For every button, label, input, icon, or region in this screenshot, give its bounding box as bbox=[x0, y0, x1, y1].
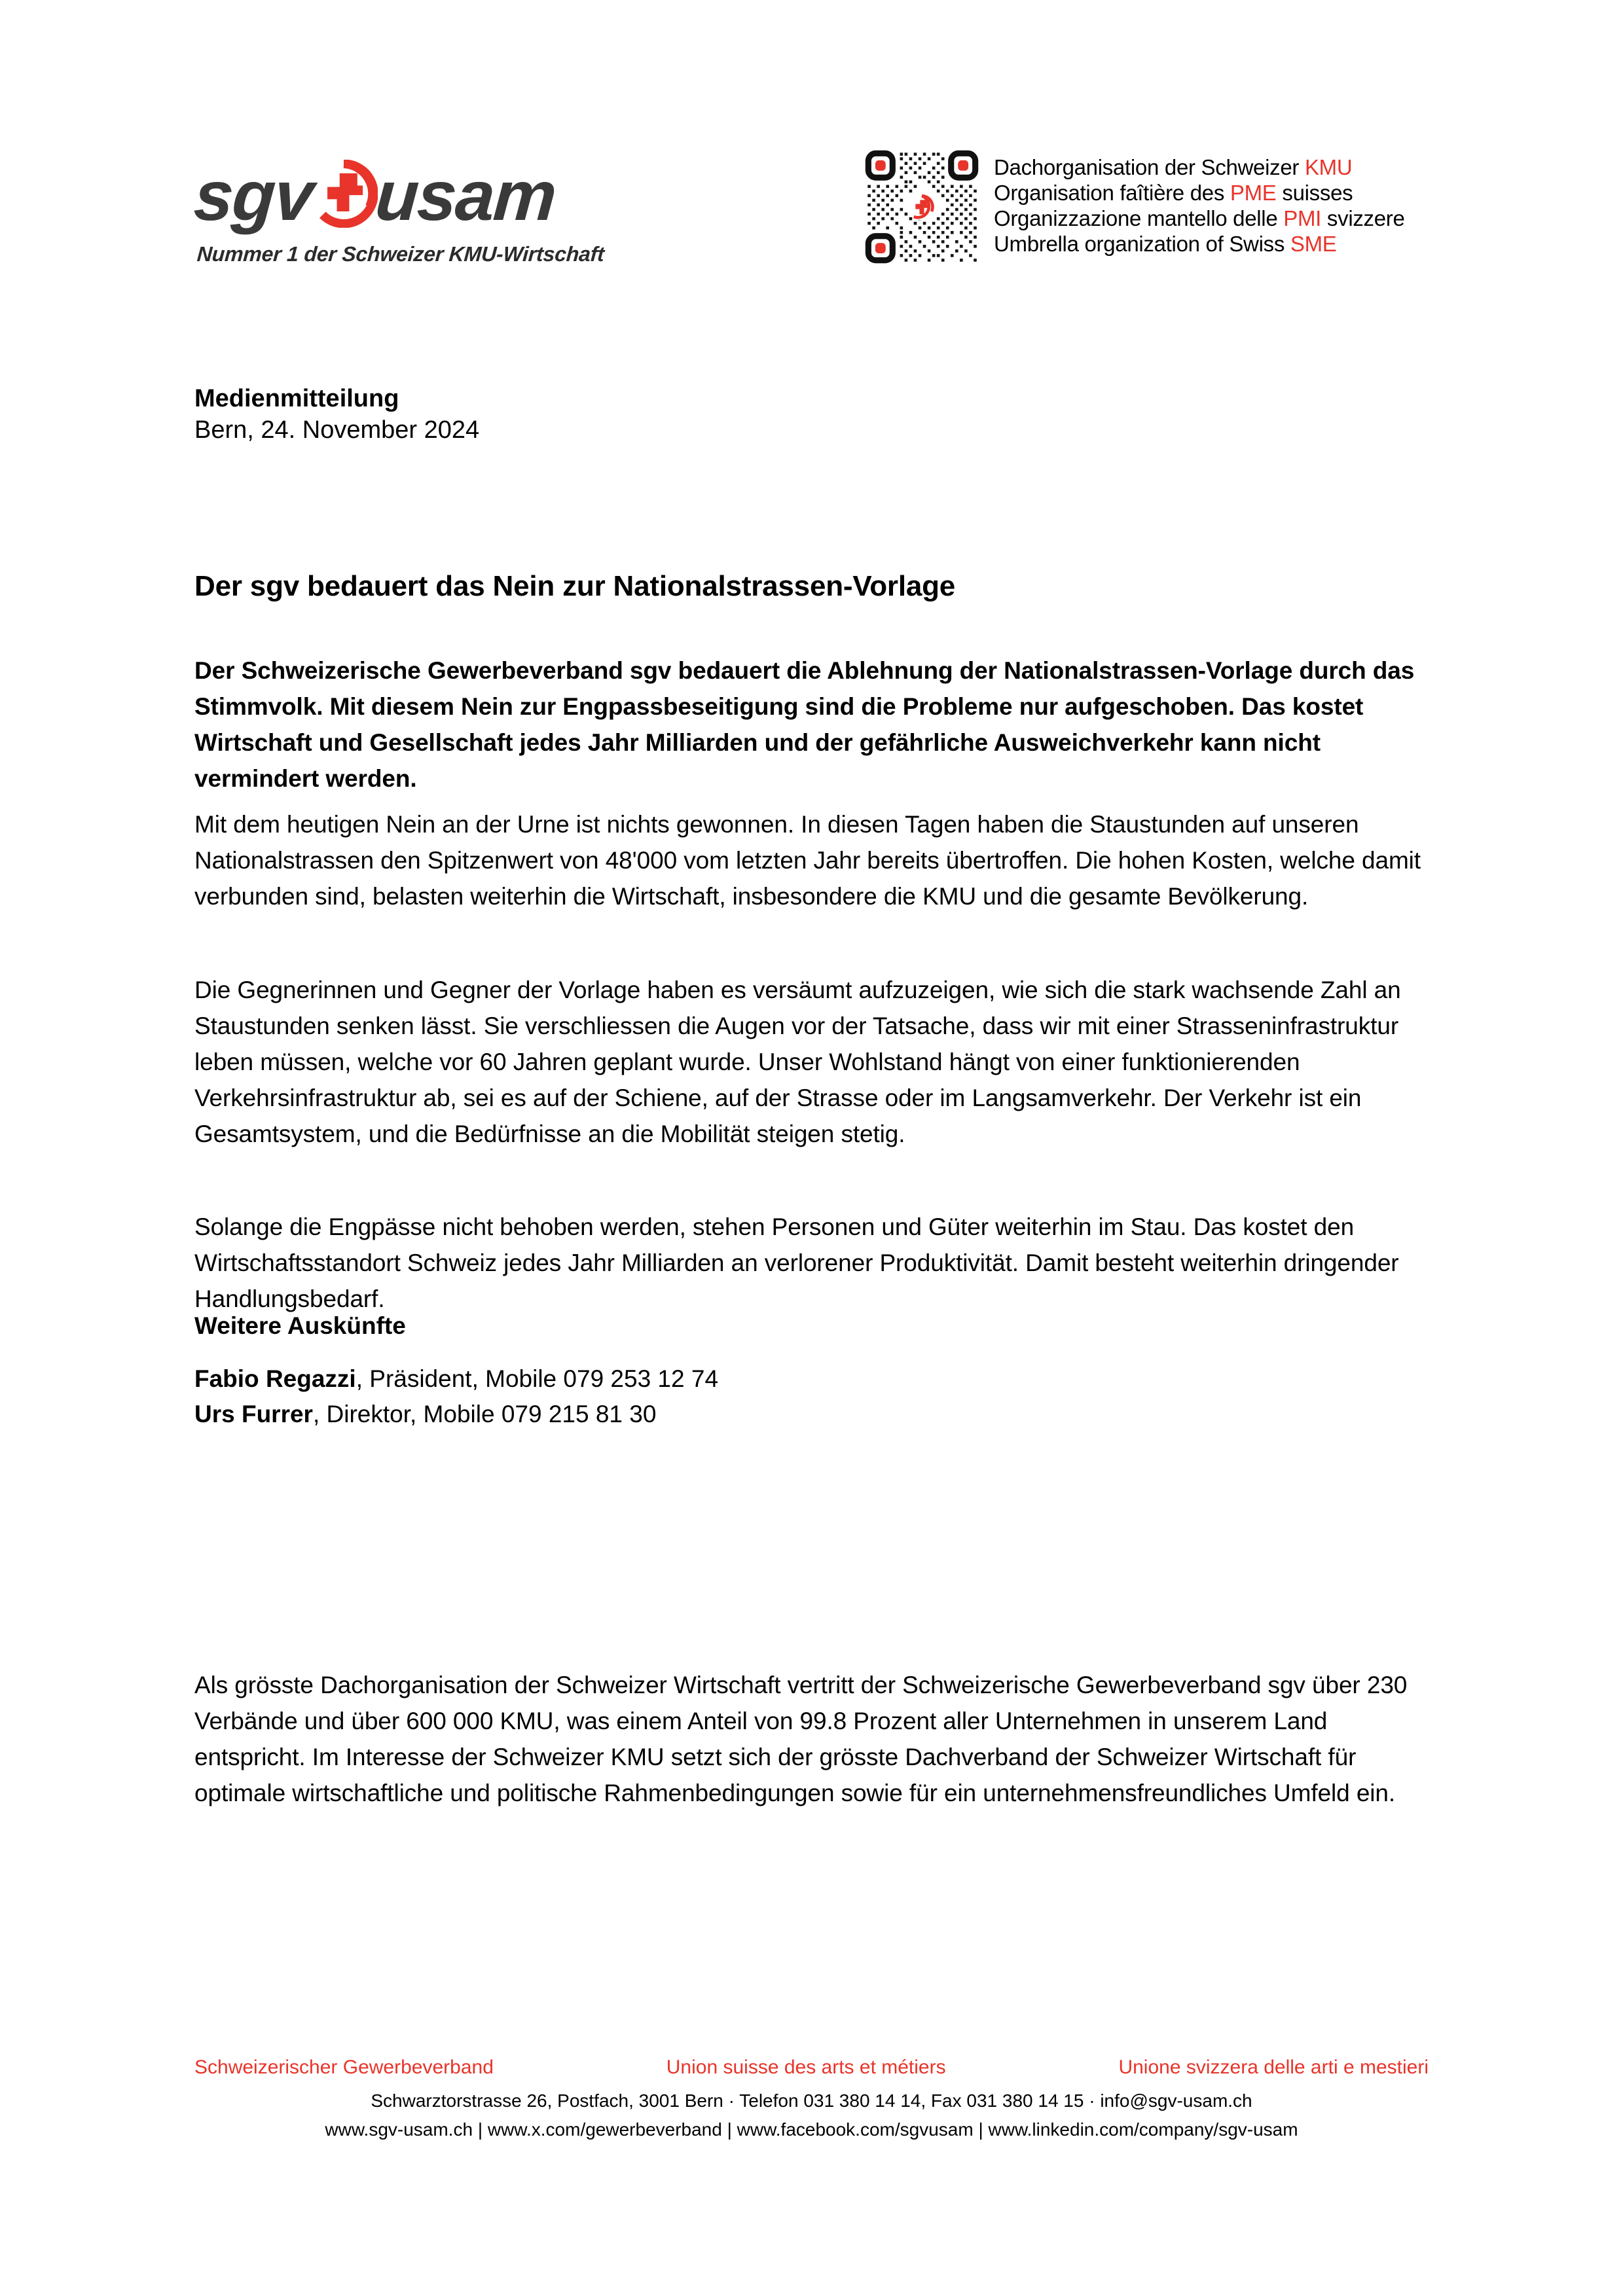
footer-address-line: Schwarztorstrasse 26, Postfach, 3001 Bern · Telefon 031 380 14 14, Fax 031 380 14 15 · info@sgv-usam.ch bbox=[371, 2090, 1252, 2111]
claim-line-fr bbox=[994, 180, 1405, 206]
claim-line-it bbox=[994, 206, 1405, 231]
claim-line-de bbox=[994, 154, 1405, 180]
body-paragraph-3: Solange die Engpässe nicht behoben werden, stehen Personen und Güter weiterhin im Stau. Das kostet den Wirtschaftsstandort Schweiz jedes Jahr Milliarden an verlorener Produktivität. Damit besteht weiterhin dringender Handlungsbedarf. bbox=[194, 1213, 1399, 1312]
claim-en-text-before: Umbrella organization of Swiss bbox=[994, 232, 1290, 256]
claim-de-acronym: KMU bbox=[1304, 155, 1353, 179]
claim-de-text-before: Dachorganisation der Schweizer bbox=[994, 155, 1305, 179]
footer-organization-names bbox=[194, 2055, 1429, 2080]
sgv-usam-logo bbox=[191, 156, 606, 266]
logo-word-sgv: sgv bbox=[191, 156, 316, 235]
logo-word-usam: usam bbox=[373, 156, 558, 235]
logo-wordmark-row bbox=[191, 156, 604, 235]
contact-name-president: Fabio Regazzi bbox=[194, 1365, 356, 1392]
contact-item-president bbox=[194, 1361, 1432, 1397]
organization-boilerplate: Als grösste Dachorganisation der Schweizer Wirtschaft vertritt der Schweizerische Gewerbeverband sgv über 230 Verbände und über 600 000 KMU, was einem Anteil von 99.8 Prozent aller Unternehmen in unserem Land entspricht. Im Interesse der Schweizer KMU setzt sich der grösste Dachverband der Schweizer Wirtschaft für optimale wirtschaftliche und politische Rahmenbedingungen sowie für ein unternehmensfreundliches Umfeld ein. bbox=[194, 1672, 1408, 1806]
contact-list bbox=[194, 1361, 1432, 1432]
body-paragraph-2: Die Gegnerinnen und Gegner der Vorlage haben es versäumt aufzuzeigen, wie sich die stark wachsende Zahl an Staustunden senken lässt. Sie verschliessen die Augen vor der Tatsache, dass wir mit einer Strasseninfrastruktur leben müssen, welche vor 60 Jahren geplant wurde. Unser Wohlstand hängt von einer funktionierenden Verkehrsinfrastruktur ab, sei es auf der Schiene, auf der Strasse oder im Langsamverkehr. Der Verkehr ist ein Gesamtsystem, und die Bedürfnisse an die Mobilität steigen stetig. bbox=[194, 977, 1401, 1147]
claim-en-acronym: SME bbox=[1290, 232, 1337, 256]
footer-org-fr: Union suisse des arts et métiers bbox=[666, 2056, 946, 2078]
qr-code-icon[interactable] bbox=[864, 149, 979, 264]
document-type-label: Medienmitteilung bbox=[194, 385, 399, 412]
place-and-date: Bern, 24. November 2024 bbox=[194, 416, 480, 444]
claim-it-text-before: Organizzazione mantello delle bbox=[994, 206, 1284, 230]
claim-line-en bbox=[994, 231, 1405, 257]
footer-org-it: Unione svizzera delle arti e mestieri bbox=[1118, 2056, 1429, 2078]
lead-paragraph: Der Schweizerische Gewerbeverband sgv bedauert die Ablehnung der Nationalstrassen-Vorlage durch das Stimmvolk. Mit diesem Nein zur Engpassbeseitigung sind die Probleme nur aufgeschoben. Das kostet Wirtschaft und Gesellschaft jedes Jahr Milliarden und der gefährliche Ausweichverkehr kann nicht vermindert werden. bbox=[194, 657, 1415, 792]
body-paragraph-1: Mit dem heutigen Nein an der Urne ist nichts gewonnen. In diesen Tagen haben die Staustunden auf unseren Nationalstrassen den Spitzenwert von 48'000 vom letzten Jahr bereits übertroffen. Die hohen Kosten, welche damit verbunden sind, belasten weiterhin die Wirtschaft, insbesondere die KMU und die gesamte Bevölkerung. bbox=[194, 811, 1421, 910]
sgv-usam-swiss-cross-ring-logo-icon bbox=[310, 160, 378, 228]
contact-name-director: Urs Furrer bbox=[194, 1401, 313, 1427]
claim-fr-text-before: Organisation faîtière des bbox=[994, 181, 1230, 205]
document-header bbox=[0, 0, 1623, 308]
document-footer bbox=[0, 2055, 1623, 2144]
claim-fr-text-after: suisses bbox=[1276, 181, 1353, 205]
multilingual-claim bbox=[994, 154, 1405, 257]
document-meta bbox=[194, 383, 1429, 446]
contact-section-heading: Weitere Auskünfte bbox=[194, 1312, 406, 1339]
logo-tagline: Nummer 1 der Schweizer KMU-Wirtschaft bbox=[196, 242, 606, 266]
footer-org-de: Schweizerischer Gewerbeverband bbox=[194, 2056, 494, 2078]
contact-details-president: , Präsident, Mobile 079 253 12 74 bbox=[356, 1365, 719, 1392]
page-title: Der sgv bedauert das Nein zur Nationalstrassen-Vorlage bbox=[194, 570, 956, 603]
claim-it-text-after: svizzere bbox=[1321, 206, 1405, 230]
footer-links-line[interactable]: www.sgv-usam.ch | www.x.com/gewerbeverband | www.facebook.com/sgvusam | www.linkedin.com/company/sgv-usam bbox=[325, 2119, 1298, 2140]
contact-details-director: , Direktor, Mobile 079 215 81 30 bbox=[312, 1401, 657, 1427]
claim-it-acronym: PMI bbox=[1283, 206, 1322, 230]
contact-item-director bbox=[194, 1397, 1432, 1432]
claim-fr-acronym: PME bbox=[1230, 181, 1277, 205]
